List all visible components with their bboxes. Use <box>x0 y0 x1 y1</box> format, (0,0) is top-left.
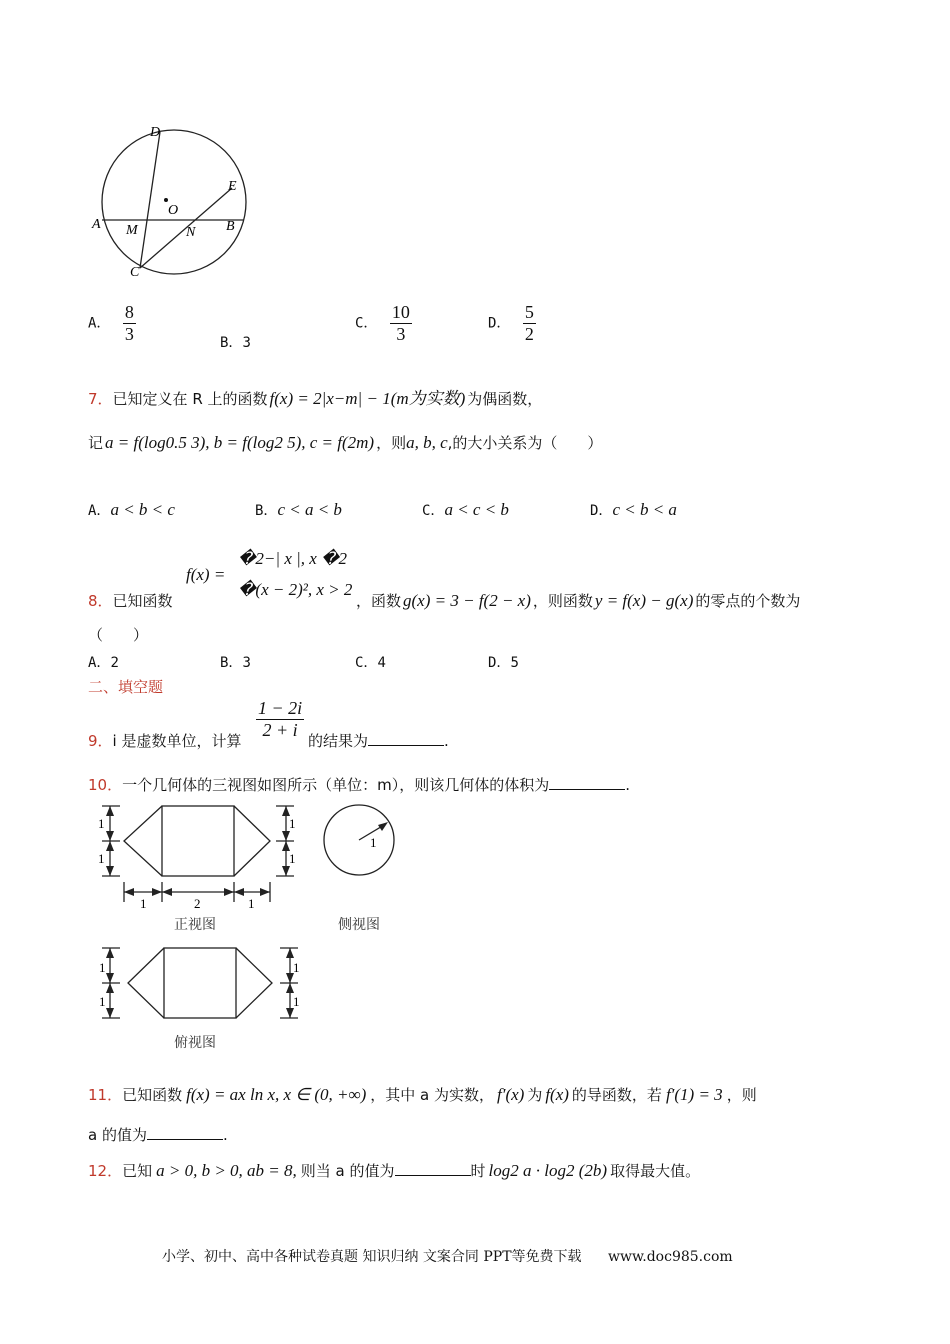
front-view-caption: 正视图 <box>174 917 216 933</box>
option-value: 4 <box>377 655 386 671</box>
option-expr: c < a < b <box>277 500 342 519</box>
fraction-numerator: 10 <box>391 302 410 322</box>
radius-label: 1 <box>370 835 377 850</box>
q7-line2-c: ,的大小关系为（ ） <box>447 434 603 452</box>
option-expr: a < c < b <box>444 500 509 519</box>
question-number: 12． <box>88 1162 123 1180</box>
label-o: O <box>168 203 179 218</box>
q10-end: . <box>625 776 630 794</box>
fraction-denominator: 3 <box>396 324 406 344</box>
dim-label: 1 <box>99 960 106 975</box>
top-view-figure <box>90 940 310 1025</box>
dim-label: 1 <box>140 896 147 911</box>
option-expr: c < b < a <box>612 500 677 519</box>
option-letter: D． <box>488 315 511 332</box>
q8-piece-2: �(x − 2)², x > 2 <box>238 580 353 599</box>
dim-label: 1 <box>98 816 105 831</box>
q9-text-b: 的结果为 <box>308 732 369 750</box>
option-value: 2 <box>110 655 119 671</box>
top-view-caption: 俯视图 <box>174 1035 216 1051</box>
q11-end: . <box>222 1126 228 1144</box>
option-letter: D． <box>488 655 511 671</box>
label-e: E <box>228 179 237 194</box>
q12-text-d: 取得最大值。 <box>610 1162 701 1180</box>
dim-label: 1 <box>99 994 106 1009</box>
q12-text-a: 已知 <box>122 1162 153 1180</box>
section-title: 二、填空题 <box>88 678 164 696</box>
label-b: B <box>226 219 235 234</box>
q9-text-a: i 是虚数单位，计算 <box>112 732 242 750</box>
question-number: 7． <box>88 390 113 408</box>
q7-line2 <box>88 432 602 453</box>
answer-blank[interactable] <box>395 1161 471 1176</box>
option-value: 3 <box>242 335 251 351</box>
dim-label: 1 <box>289 816 296 831</box>
question-number: 9． <box>88 732 113 750</box>
answer-blank[interactable] <box>549 775 625 790</box>
top-view-right-triangle <box>236 948 272 1018</box>
q9-fraction <box>256 698 304 741</box>
q6-option-a <box>88 302 136 345</box>
dim-label: 1 <box>248 896 255 911</box>
option-letter: B． <box>255 503 278 519</box>
option-letter: C． <box>355 315 378 332</box>
option-letter: A． <box>88 655 111 671</box>
q9-line <box>88 730 241 751</box>
q8-option-a <box>88 652 119 672</box>
question-number: 8． <box>88 592 113 610</box>
q6-option-c <box>355 302 412 345</box>
dim-label: 1 <box>293 960 300 975</box>
side-view-caption: 侧视图 <box>338 917 380 933</box>
q8-fx-label: f(x) = <box>186 565 226 584</box>
q11-text-e: ，则 <box>726 1086 757 1104</box>
q11-line1 <box>88 1084 757 1105</box>
circle-o <box>102 130 246 274</box>
q11-text-c: 为 <box>527 1086 543 1104</box>
q7-formula: f(x) = 2|x−m| − 1(m为实数) <box>269 389 466 408</box>
fraction-numerator: 5 <box>524 302 534 322</box>
q11-line2-text: a 的值为 <box>88 1126 147 1144</box>
fraction-numerator: 8 <box>124 302 134 322</box>
q7-line2-b: ，则 <box>376 434 407 452</box>
q11-cond: f′(1) = 3 <box>665 1085 723 1104</box>
q11-text-a: 已知函数 <box>122 1086 183 1104</box>
center-dot <box>164 198 168 202</box>
q12-text-c: 时 <box>470 1162 486 1180</box>
dim-label: 2 <box>194 896 201 911</box>
q7-option-a <box>88 500 175 520</box>
q12-formula: a > 0, b > 0, ab = 8, <box>156 1161 297 1180</box>
q11-text-b: ，其中 a 为实数， <box>370 1086 494 1104</box>
top-view-left-triangle <box>128 948 164 1018</box>
q11-fp: f′(x) <box>497 1085 525 1104</box>
q10-line <box>88 774 630 795</box>
page-footer <box>162 1246 733 1266</box>
label-a: A <box>92 217 101 232</box>
front-view-figure <box>90 798 310 913</box>
q12-text-b: 则当 a 的值为 <box>300 1162 395 1180</box>
q8-option-c <box>355 652 386 672</box>
option-expr: a < b < c <box>110 500 175 519</box>
fraction-denominator: 3 <box>124 324 134 344</box>
top-view-square <box>164 948 236 1018</box>
footer-text: 小学、初中、高中各种试卷真题 知识归纳 文案合同 PPT等免费下载 <box>162 1249 582 1265</box>
q11-formula: f(x) = ax ln x, x ∈ (0, +∞) <box>186 1085 367 1104</box>
dim-label: 1 <box>289 851 296 866</box>
dim-label: 1 <box>293 994 300 1009</box>
label-m: M <box>126 223 138 238</box>
q12-log-formula: log2 a · log2 (2b) <box>488 1161 608 1180</box>
q7-line2-a: 记 <box>88 434 104 452</box>
q8-piece-1: �2−| x |, x �2 <box>238 549 348 568</box>
q9-line-right <box>308 730 449 751</box>
option-value: 5 <box>510 655 519 671</box>
label-d: D <box>150 125 161 140</box>
label-n: N <box>186 225 196 240</box>
front-view-right-triangle <box>234 806 270 876</box>
q8-option-b <box>220 652 251 672</box>
fraction-denominator: 2 + i <box>262 720 298 740</box>
q7-option-b <box>255 500 342 520</box>
circle-figure <box>90 120 250 285</box>
option-value: 3 <box>242 655 251 671</box>
q7-option-c <box>422 500 509 520</box>
q7-text-a: 已知定义在 R 上的函数 <box>112 390 268 408</box>
front-view-left-triangle <box>124 806 162 876</box>
q11-line2 <box>88 1124 228 1145</box>
q7-text-b: 为偶函数， <box>467 390 543 408</box>
q8-paren: （ ） <box>88 626 149 644</box>
front-view-square <box>162 806 234 876</box>
q9-end: . <box>444 732 449 750</box>
q8-text-d: 的零点的个数为 <box>695 592 801 610</box>
q6-option-b <box>220 332 251 352</box>
q8-line1-right <box>356 590 800 611</box>
option-letter: D． <box>590 503 613 519</box>
q10-text: 一个几何体的三视图如图所示（单位：m），则该几何体的体积为 <box>122 776 550 794</box>
q8-option-d <box>488 652 519 672</box>
footer-url[interactable]: www.doc985.com <box>607 1249 733 1265</box>
fraction-numerator: 1 − 2i <box>258 698 303 718</box>
q7-line2-vars: a, b, c <box>406 433 448 452</box>
fraction-denominator: 2 <box>524 324 534 344</box>
q6-option-d <box>488 302 536 345</box>
q11-f: f(x) <box>545 1085 569 1104</box>
q8-g-formula: g(x) = 3 − f(2 − x) <box>403 591 531 610</box>
option-letter: A． <box>88 315 111 332</box>
q11-text-d: 的导函数，若 <box>571 1086 662 1104</box>
option-letter: C． <box>355 655 378 671</box>
q7-option-d <box>590 500 677 520</box>
option-letter: B． <box>220 335 243 351</box>
answer-blank[interactable] <box>147 1125 223 1140</box>
dim-label: 1 <box>98 851 105 866</box>
q8-text-b: ，函数 <box>356 592 402 610</box>
option-letter: C． <box>422 503 445 519</box>
label-c: C <box>130 265 140 280</box>
question-number: 10． <box>88 776 123 794</box>
q8-y-formula: y = f(x) − g(x) <box>594 591 694 610</box>
q8-line1 <box>88 590 173 611</box>
side-view-figure <box>320 800 400 880</box>
option-letter: B． <box>220 655 243 671</box>
q8-text-a: 已知函数 <box>112 592 173 610</box>
option-letter: A． <box>88 503 111 519</box>
chord-dc <box>140 132 160 268</box>
answer-blank[interactable] <box>368 731 444 746</box>
q12-line <box>88 1160 700 1181</box>
q7-line1 <box>88 384 542 409</box>
q8-text-c: ，则函数 <box>532 592 593 610</box>
question-number: 11． <box>88 1086 123 1104</box>
q7-line2-formula: a = f(log0.5 3), b = f(log2 5), c = f(2m) <box>105 433 375 452</box>
